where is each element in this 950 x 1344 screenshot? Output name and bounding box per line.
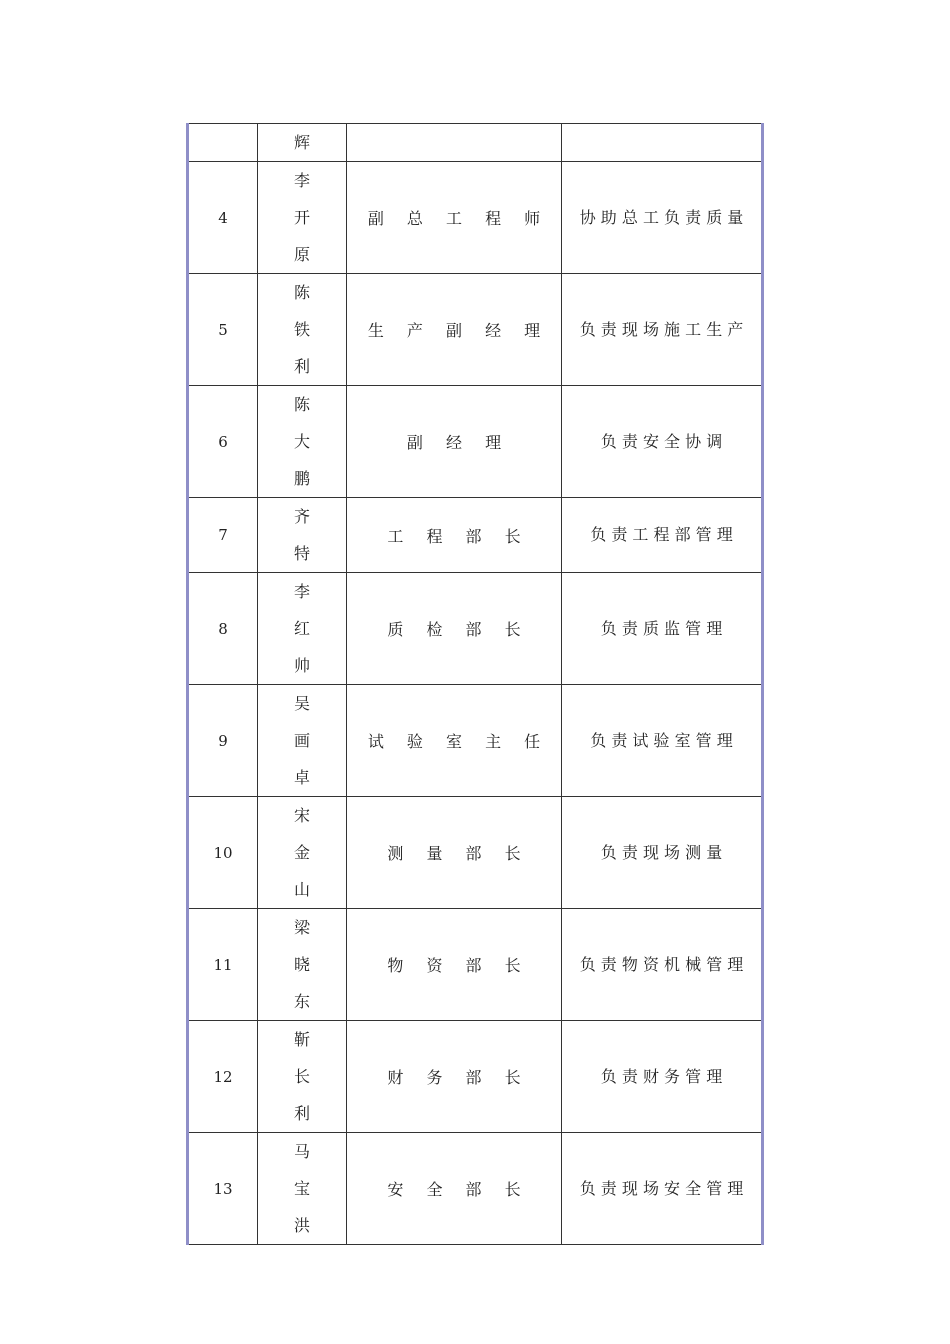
name-char: 卓 <box>293 768 310 787</box>
name-char: 山 <box>293 880 310 899</box>
name-char: 开 <box>293 208 310 227</box>
name-char: 梁 <box>293 918 310 937</box>
table-row <box>188 498 763 573</box>
table-row <box>188 1133 763 1245</box>
row-number-cell: 11 <box>188 909 258 1021</box>
staff-table <box>186 123 764 1245</box>
duty-cell <box>562 386 763 498</box>
name-cell <box>258 685 347 797</box>
staff-table-body <box>188 124 763 1245</box>
position-cell: 安 全 部 长 <box>347 1133 562 1245</box>
duty-text: 负 责 质 监 管 理 <box>600 618 723 638</box>
duty-text: 负 责 现 场 安 全 管 理 <box>579 1178 744 1198</box>
duty-cell <box>562 1133 763 1245</box>
name-char: 大 <box>293 432 310 451</box>
name-char: 辉 <box>293 133 310 152</box>
name-char: 东 <box>293 992 310 1011</box>
row-number-cell: 4 <box>188 162 258 274</box>
duty-text: 协 助 总 工 负 责 质 量 <box>579 207 744 227</box>
duty-cell <box>562 1021 763 1133</box>
name-char: 原 <box>293 245 310 264</box>
name-char: 特 <box>293 544 310 563</box>
name-cell <box>258 909 347 1021</box>
name-char: 马 <box>293 1142 310 1161</box>
staff-table-container <box>186 123 764 1245</box>
duty-text: 负 责 工 程 部 管 理 <box>590 525 733 544</box>
position-cell: 物 资 部 长 <box>347 909 562 1021</box>
duty-cell <box>562 909 763 1021</box>
position-cell: 工 程 部 长 <box>347 498 562 573</box>
row-number-cell: 9 <box>188 685 258 797</box>
row-number-cell <box>188 124 258 162</box>
position-cell <box>347 124 562 162</box>
name-cell <box>258 1133 347 1245</box>
position-cell: 质 检 部 长 <box>347 573 562 685</box>
duty-cell <box>562 797 763 909</box>
name-char: 红 <box>293 619 310 638</box>
name-char: 鹏 <box>293 469 310 488</box>
duty-cell <box>562 573 763 685</box>
duty-cell <box>562 124 763 162</box>
name-char: 吴 <box>293 694 310 713</box>
position-cell: 副 经 理 <box>347 386 562 498</box>
position-cell: 财 务 部 长 <box>347 1021 562 1133</box>
duty-cell <box>562 162 763 274</box>
duty-text: 负 责 物 资 机 械 管 理 <box>579 954 744 974</box>
row-number-cell: 5 <box>188 274 258 386</box>
table-row <box>188 124 763 162</box>
name-char: 长 <box>293 1067 310 1086</box>
row-number-cell: 12 <box>188 1021 258 1133</box>
position-cell: 副 总 工 程 师 <box>347 162 562 274</box>
name-char: 陈 <box>293 395 310 414</box>
position-cell: 测 量 部 长 <box>347 797 562 909</box>
name-char: 陈 <box>293 283 310 302</box>
duty-cell <box>562 498 763 573</box>
name-cell <box>258 124 347 162</box>
name-cell <box>258 797 347 909</box>
name-char: 铁 <box>293 320 310 339</box>
row-number-cell: 6 <box>188 386 258 498</box>
name-char: 齐 <box>293 507 310 526</box>
name-char: 洪 <box>293 1216 310 1235</box>
name-cell <box>258 1021 347 1133</box>
row-number-cell: 7 <box>188 498 258 573</box>
name-char: 利 <box>293 357 310 376</box>
name-char: 帅 <box>293 656 310 675</box>
name-char: 金 <box>293 843 310 862</box>
name-char: 宝 <box>293 1179 310 1198</box>
name-char: 利 <box>293 1104 310 1123</box>
duty-text: 负 责 安 全 协 调 <box>600 431 723 451</box>
row-number-cell: 10 <box>188 797 258 909</box>
name-cell <box>258 274 347 386</box>
duty-text: 负 责 试 验 室 管 理 <box>590 730 733 750</box>
row-number-cell: 8 <box>188 573 258 685</box>
table-row <box>188 685 763 797</box>
name-cell <box>258 386 347 498</box>
table-row <box>188 573 763 685</box>
duty-cell <box>562 274 763 386</box>
row-number-cell: 13 <box>188 1133 258 1245</box>
position-cell: 试 验 室 主 任 <box>347 685 562 797</box>
name-char: 画 <box>293 731 310 750</box>
duty-cell <box>562 685 763 797</box>
name-cell <box>258 498 347 573</box>
duty-text: 负 责 现 场 施 工 生 产 <box>579 319 744 339</box>
duty-text: 负 责 财 务 管 理 <box>600 1066 723 1086</box>
name-char: 李 <box>293 582 310 601</box>
table-row <box>188 1021 763 1133</box>
name-char: 晓 <box>293 955 310 974</box>
name-cell <box>258 573 347 685</box>
name-char: 靳 <box>293 1030 310 1049</box>
duty-text: 负 责 现 场 测 量 <box>600 842 723 862</box>
table-row <box>188 274 763 386</box>
name-char: 宋 <box>293 806 310 825</box>
position-cell: 生 产 副 经 理 <box>347 274 562 386</box>
table-row <box>188 909 763 1021</box>
table-row <box>188 162 763 274</box>
table-row <box>188 386 763 498</box>
table-row <box>188 797 763 909</box>
name-char: 李 <box>293 171 310 190</box>
name-cell <box>258 162 347 274</box>
